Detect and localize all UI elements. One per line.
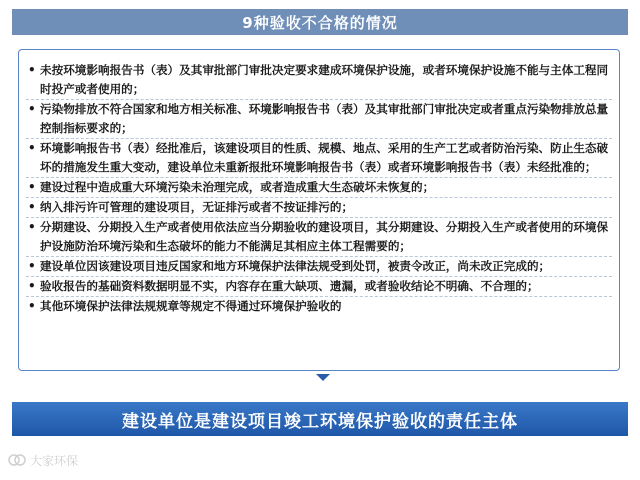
list-item	[26, 257, 612, 277]
section-title: 9种验收不合格的情况	[242, 13, 398, 32]
list-item	[26, 61, 612, 100]
bullet: •	[28, 299, 36, 313]
list-item-text: 建设单位因该建设项目违反国家和地方环境保护法律法规受到处罚，被责令改正，尚未改正完成的；	[40, 259, 551, 273]
conditions-list	[26, 61, 612, 316]
conclusion-bar	[12, 402, 628, 436]
section-title-bar	[12, 9, 628, 35]
list-item-text: 建设过程中造成重大环境污染未治理完成，或者造成重大生态破坏未恢复的；	[40, 180, 435, 194]
list-item-text: 污染物排放不符合国家和地方相关标准、环境影响报告书（表）及其审批部门审批决定或者重点污染物排放总量控制指标要求的；	[40, 102, 609, 135]
bullet: •	[28, 141, 36, 155]
bullet: •	[28, 102, 36, 116]
watermark-text: 大家环保	[30, 453, 79, 468]
list-item-text: 分期建设、分期投入生产或者使用依法应当分期验收的建设项目，其分期建设、分期投入生产或者使用的环境保护设施防治环境污染和生态破坏的能力不能满足其相应主体工程需要的；	[40, 220, 609, 253]
list-item	[26, 100, 612, 139]
list-item-text: 纳入排污许可管理的建设项目，无证排污或者不按证排污的；	[40, 200, 354, 214]
list-item-text: 验收报告的基础资料数据明显不实，内容存在重大缺项、遗漏，或者验收结论不明确、不合理的；	[40, 279, 539, 293]
bullet: •	[28, 220, 36, 234]
list-item-text: 环境影响报告书（表）经批准后，该建设项目的性质、规模、地点、采用的生产工艺或者防治污染、防止生态破坏的措施发生重大变动，建设单位未重新报批环境影响报告书（表）或者环境影响报告书（表）未经批准的；	[40, 141, 609, 174]
bullet: •	[28, 200, 36, 214]
watermark	[8, 450, 78, 470]
bullet: •	[28, 180, 36, 194]
list-item	[26, 277, 612, 297]
watermark-logo-icon	[8, 452, 26, 468]
down-arrow-icon	[316, 374, 330, 381]
list-item	[26, 198, 612, 218]
bullet: •	[28, 259, 36, 273]
list-item	[26, 297, 612, 316]
list-item-text: 其他环境保护法律法规规章等规定不得通过环境保护验收的	[40, 299, 342, 313]
list-item	[26, 178, 612, 198]
list-item	[26, 218, 612, 257]
list-item-text: 未按环境影响报告书（表）及其审批部门审批决定要求建成环境保护设施，或者环境保护设施不能与主体工程同时投产或者使用的；	[40, 63, 609, 96]
bullet: •	[28, 63, 36, 77]
bullet: •	[28, 279, 36, 293]
list-item	[26, 139, 612, 178]
conclusion-text: 建设单位是建设项目竣工环境保护验收的责任主体	[122, 411, 518, 432]
